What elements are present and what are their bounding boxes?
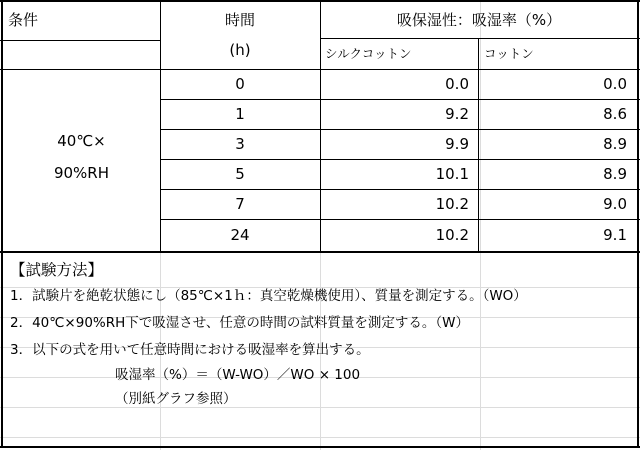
silk-cotton-cell: 9.9 — [445, 135, 469, 153]
method-step-3: 3．以下の式を用いて任意時間における吸湿率を算出する。 — [10, 342, 370, 358]
header-moisture-group: 吸保湿性：吸湿率（%） — [396, 11, 562, 29]
header-time: 時間 — [224, 11, 255, 29]
cotton-cell: 8.9 — [603, 135, 627, 153]
time-cell: 1 — [235, 105, 245, 123]
cotton-cell: 8.9 — [603, 165, 627, 183]
time-cell: 0 — [235, 75, 245, 93]
silk-cotton-cell: 10.2 — [435, 195, 469, 213]
time-cell: 7 — [235, 195, 245, 213]
header-silk-cotton: シルクコットン — [325, 46, 412, 61]
header-time-unit: (h) — [229, 41, 251, 59]
cotton-cell: 9.1 — [603, 226, 627, 244]
silk-cotton-cell: 10.1 — [435, 165, 469, 183]
sheet-gridline — [0, 407, 640, 408]
silk-cotton-cell: 9.2 — [445, 105, 469, 123]
condition-line-1: 40℃× — [57, 132, 106, 150]
method-heading: 【試験方法】 — [10, 261, 104, 279]
cotton-cell: 9.0 — [603, 195, 627, 213]
method-note: （別紙グラフ参照） — [115, 391, 237, 407]
method-formula: 吸湿率（%）＝（W-WO）／WO × 100 — [115, 367, 361, 383]
header-cotton: コットン — [484, 46, 534, 61]
cotton-cell: 8.6 — [603, 105, 627, 123]
cotton-cell: 0.0 — [603, 75, 627, 93]
silk-cotton-cell: 0.0 — [445, 75, 469, 93]
method-step-2: 2．40℃×90%RH下で吸湿させ、任意の時間の試料質量を測定する。（W） — [10, 315, 469, 331]
time-cell: 24 — [230, 226, 250, 244]
method-step-1: 1．試験片を絶乾状態にし（85℃×1ｈ：真空乾燥機使用）、質量を測定する。（WO） — [10, 288, 527, 304]
time-cell: 5 — [235, 165, 245, 183]
header-condition: 条件 — [8, 11, 39, 29]
condition-line-2: 90%RH — [53, 164, 110, 182]
silk-cotton-cell: 10.2 — [435, 226, 469, 244]
sheet-gridline — [0, 437, 640, 438]
time-cell: 3 — [235, 135, 245, 153]
